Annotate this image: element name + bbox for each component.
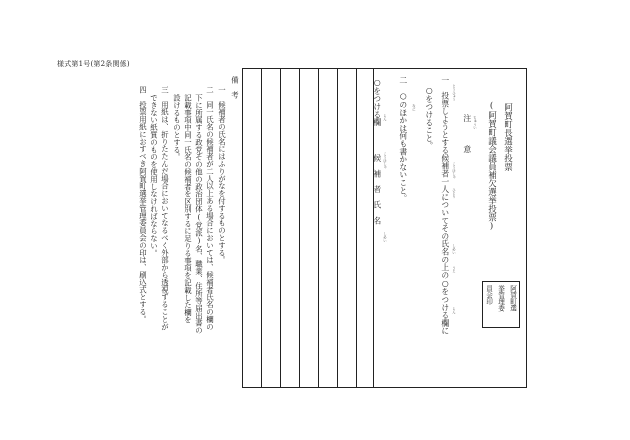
remark-item-2-line2: 下に所属する政党その他の政治団体(党派)名、職業、住所等届出書の (194, 94, 204, 334)
candidate-row-divider (356, 69, 357, 387)
form-number-label: 様式第1号(第2条関係) (57, 60, 130, 68)
instruction-one: 一 投票しようとする候補者一人についてその氏名の上の○をつける欄に (440, 76, 450, 335)
ruby-hitori: ひとり (451, 188, 456, 199)
remark-item-4: 四 投票用紙におすべき阿賀町選挙管理委員会の印は、刷込式とする。 (138, 86, 148, 323)
candidate-row-divider (280, 69, 281, 387)
remark-item-3: 三 用紙は、折りたたんだ場合においてなるべく外部から透視することが (160, 86, 170, 331)
remark-item-2-line4: 設けるものとする。 (172, 94, 182, 161)
seal-text-line: 阿賀町選 (508, 285, 517, 312)
candidate-row-divider (337, 69, 338, 387)
ruby-ran2: らん (382, 114, 387, 121)
election-commission-seal (482, 281, 520, 328)
notes-label: 注 意 (462, 114, 472, 153)
instruction-two: 二 ○のほかは何も書かないこと。 (398, 76, 408, 202)
ballot-subtitle: (阿賀町議会議員補欠選挙投票) (486, 101, 497, 232)
remark-item-2: 二 同一氏名の候補者が二人以上ある場合においては、候補者氏名の欄の (205, 86, 215, 331)
ruby-shimei2: しめい (382, 232, 387, 243)
mark-column-label: ○をつける欄 (372, 78, 382, 126)
ruby-shimei: しめい (451, 244, 456, 255)
ruby-tohyo: とうひょう (451, 84, 456, 101)
ballot-title: 阿賀町長選挙投票 (502, 103, 513, 171)
remark-item-2-line3: 記載事項中同一氏名の候補者を区別するに足りる事項を記載した欄を (183, 94, 193, 324)
ruby-kohosha2: こうほしゃ (382, 152, 387, 169)
ruby-ran: らん (451, 307, 456, 314)
seal-text-line: 挙管理委 (496, 285, 505, 312)
remarks-heading: 備 考 (230, 76, 240, 99)
candidate-name-column-label: 候 補 者 氏 名 (372, 154, 382, 225)
candidate-row-divider (299, 69, 300, 387)
instruction-one-continued: ○をつけること。 (424, 86, 434, 150)
ruby-ue: うえ (451, 266, 456, 273)
remark-item-1: 一 候補者の氏名にはふりがなを付するものとする。 (217, 86, 227, 264)
candidate-row-divider (261, 69, 262, 387)
ruby-kohosha: こうほしゃ (451, 162, 456, 179)
candidate-row-divider (318, 69, 319, 387)
ruby-nani: なに (411, 104, 416, 111)
seal-text-line: 員会印 (484, 285, 493, 305)
remark-item-3-line2: できない紙質のものを使用しなければならない。 (149, 94, 159, 257)
ruby-chuui: ちゅうい (472, 116, 477, 130)
